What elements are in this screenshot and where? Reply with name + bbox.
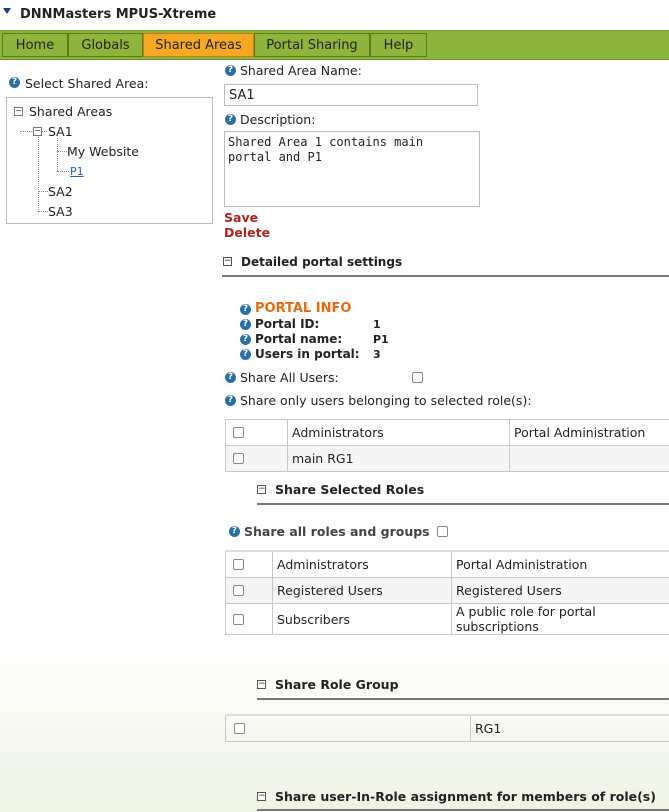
section-divider <box>257 809 669 811</box>
role-name-cell: Administrators <box>273 551 452 578</box>
portal-roles-table <box>225 419 669 472</box>
select-shared-area-label: Select Shared Area: <box>25 76 149 91</box>
tab-home[interactable]: Home <box>2 33 68 57</box>
portal-name-label: Portal name: <box>255 332 343 346</box>
table-row <box>226 446 669 472</box>
help-icon[interactable]: ? <box>240 319 251 330</box>
tree-item-sa2[interactable]: SA2 <box>48 184 73 199</box>
portal-id-label: Portal ID: <box>255 317 320 331</box>
detailed-portal-settings-title: Detailed portal settings <box>241 255 403 269</box>
section-divider <box>257 503 669 505</box>
table-row <box>226 604 669 635</box>
tree-root-shared-areas[interactable]: Shared Areas <box>29 104 113 119</box>
share-all-users-label: Share All Users: <box>240 370 339 385</box>
role-name-cell: Registered Users <box>273 578 452 604</box>
collapse-icon[interactable]: − <box>258 791 266 801</box>
role-name-cell: Administrators <box>288 420 510 446</box>
users-in-portal-value: 3 <box>373 348 381 361</box>
portal-id-value: 1 <box>373 318 381 331</box>
portal-name-value: P1 <box>373 333 389 346</box>
share-roles-label: Share only users belonging to selected role(s): <box>240 393 532 408</box>
app-title: DNNMasters MPUS-Xtreme <box>20 7 217 22</box>
help-icon[interactable]: ? <box>229 526 240 537</box>
tab-portal-sharing[interactable]: Portal Sharing <box>254 33 370 57</box>
help-icon[interactable]: ? <box>240 349 251 360</box>
help-icon[interactable]: ? <box>9 77 20 88</box>
share-all-roles-checkbox[interactable] <box>437 526 448 537</box>
role-name-cell: main RG1 <box>288 446 510 472</box>
tab-globals[interactable]: Globals <box>68 33 143 57</box>
collapse-caret-icon[interactable] <box>3 8 11 14</box>
role-description-cell: Portal Administration <box>510 420 669 446</box>
role-checkbox[interactable] <box>233 453 244 464</box>
shared-area-name-input[interactable]: SA1 <box>224 84 478 106</box>
role-name-cell: Subscribers <box>273 604 452 635</box>
table-row <box>226 578 669 604</box>
table-row <box>226 551 669 578</box>
tab-bar <box>0 30 669 60</box>
tree-item-sa3[interactable]: SA3 <box>48 204 73 219</box>
shared-area-name-label: Shared Area Name: <box>240 63 362 78</box>
share-user-in-role-title: Share user-In-Role assignment for members of role(s) <box>275 789 656 804</box>
tree-item-my-website[interactable]: My Website <box>67 144 139 159</box>
delete-button[interactable]: Delete <box>224 225 271 240</box>
title-bar <box>0 0 669 30</box>
help-icon[interactable]: ? <box>240 334 251 345</box>
description-textarea[interactable]: Shared Area 1 contains main portal and P1 <box>224 131 480 207</box>
help-icon[interactable]: ? <box>225 372 236 383</box>
section-divider <box>257 698 669 700</box>
help-icon[interactable]: ? <box>225 395 236 406</box>
role-description-cell: Registered Users <box>452 578 669 604</box>
collapse-icon[interactable]: − <box>258 679 266 689</box>
collapse-icon[interactable]: − <box>224 256 232 266</box>
section-divider <box>222 275 669 277</box>
share-role-group-title: Share Role Group <box>275 677 399 692</box>
save-button[interactable]: Save <box>224 210 259 225</box>
share-all-users-checkbox[interactable] <box>412 372 423 383</box>
share-selected-roles-title: Share Selected Roles <box>275 482 425 497</box>
role-checkbox[interactable] <box>233 614 244 625</box>
help-icon[interactable]: ? <box>225 114 236 125</box>
collapse-icon[interactable]: − <box>34 126 41 135</box>
table-row <box>226 420 669 446</box>
tree-item-p1[interactable]: P1 <box>70 165 84 178</box>
collapse-icon[interactable]: − <box>258 484 266 494</box>
role-description-cell: A public role for portal subscriptions <box>452 604 669 635</box>
collapse-icon[interactable]: − <box>15 106 22 115</box>
help-icon[interactable]: ? <box>225 65 236 76</box>
role-description-cell: Portal Administration <box>452 551 669 578</box>
role-description-cell <box>510 446 669 472</box>
portal-info-title: PORTAL INFO <box>255 301 352 316</box>
role-checkbox[interactable] <box>233 585 244 596</box>
tab-shared-areas[interactable]: Shared Areas <box>143 33 254 57</box>
role-checkbox[interactable] <box>233 427 244 438</box>
role-group-checkbox[interactable] <box>234 723 245 734</box>
role-checkbox[interactable] <box>233 559 244 570</box>
tree-item-sa1[interactable]: SA1 <box>48 124 73 139</box>
role-group-name-cell: RG1 <box>471 715 669 742</box>
shared-roles-table <box>225 550 669 635</box>
users-in-portal-label: Users in portal: <box>255 347 360 361</box>
help-icon[interactable]: ? <box>240 304 251 315</box>
role-groups-table <box>225 714 669 742</box>
share-all-roles-label: Share all roles and groups <box>244 524 430 539</box>
table-row <box>226 715 669 742</box>
tab-help[interactable]: Help <box>370 33 427 57</box>
description-label: Description: <box>240 112 316 127</box>
